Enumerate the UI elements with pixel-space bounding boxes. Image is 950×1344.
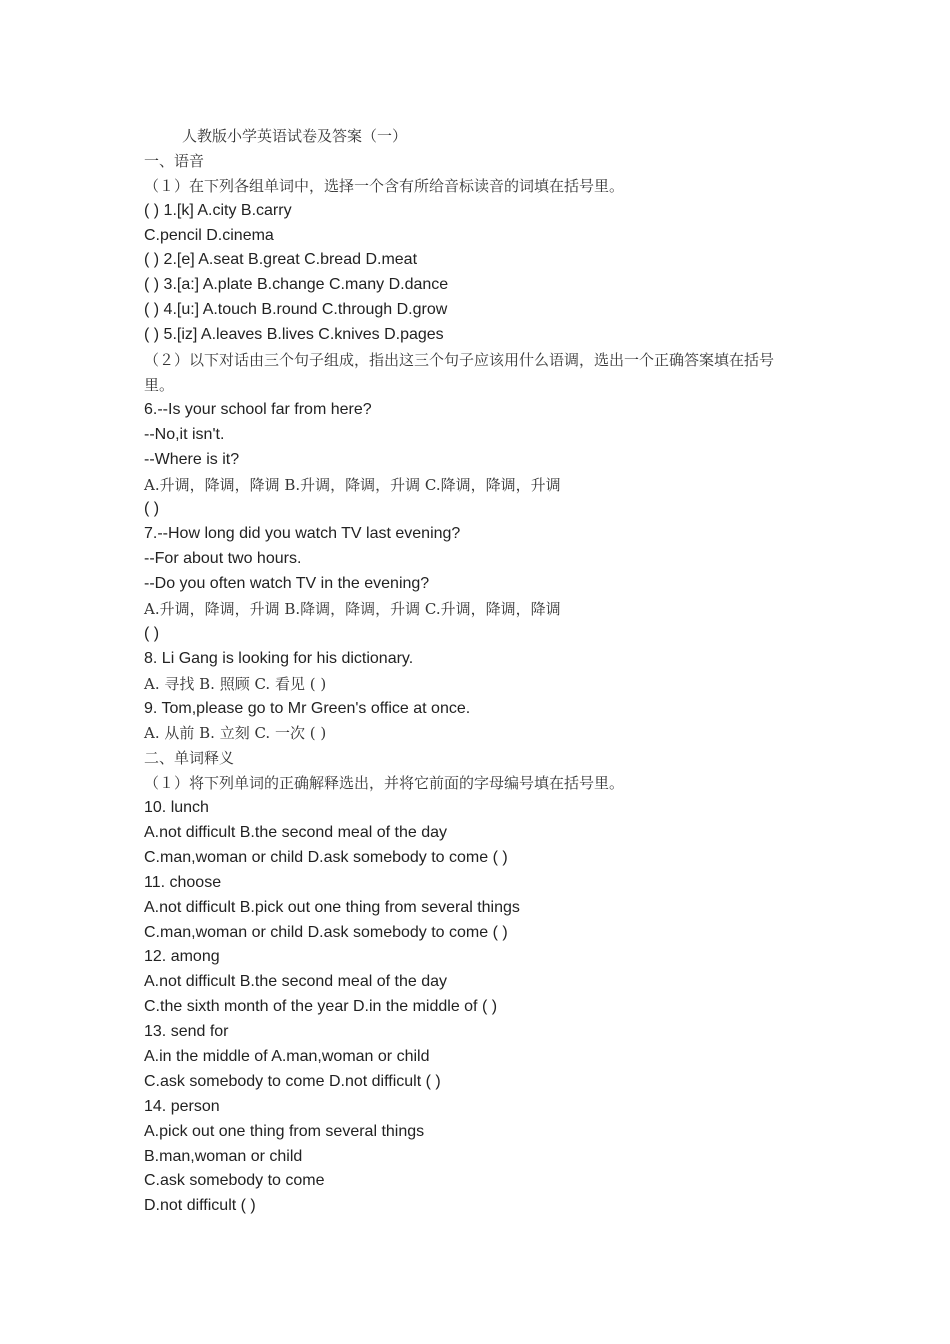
- question-12-options-b: C.the sixth month of the year D.in the middle of ( ): [144, 998, 498, 1016]
- question-14: 14. person: [144, 1097, 220, 1115]
- question-7-line-1: 7.--How long did you watch TV last evening?: [144, 525, 461, 543]
- instruction-part1: （１）在下列各组单词中，选择一个含有所给音标读音的词填在括号里。: [144, 176, 625, 195]
- question-9-options: A. 从前 B. 立刻 C. 一次 ( ): [144, 724, 327, 743]
- question-13-options-b: C.ask somebody to come D.not difficult ( ): [144, 1072, 441, 1090]
- question-13-options-a: A.in the middle of A.man,woman or child: [144, 1047, 430, 1065]
- question-14-option-a: A.pick out one thing from several things: [144, 1122, 425, 1140]
- question-6-line-1: 6.--Is your school far from here?: [144, 400, 372, 418]
- question-13: 13. send for: [144, 1023, 229, 1041]
- question-2: ( ) 2.[e] A.seat B.great C.bread D.meat: [144, 251, 418, 269]
- question-11: 11. choose: [144, 873, 222, 891]
- question-7-line-2: --For about two hours.: [144, 550, 302, 568]
- document-body: [144, 124, 824, 1219]
- question-5: ( ) 5.[iz] A.leaves B.lives C.knives D.pages: [144, 326, 444, 344]
- question-14-option-b: B.man,woman or child: [144, 1147, 303, 1165]
- question-10-options-a: A.not difficult B.the second meal of the day: [144, 823, 447, 841]
- question-4: ( ) 4.[u:] A.touch B.round C.through D.grow: [144, 301, 448, 319]
- question-14-option-c: C.ask somebody to come: [144, 1172, 325, 1190]
- question-10-options-b: C.man,woman or child D.ask somebody to come ( ): [144, 848, 508, 866]
- instruction-definitions: （１）将下列单词的正确解释选出，并将它前面的字母编号填在括号里。: [144, 774, 625, 793]
- question-1-options: C.pencil D.cinema: [144, 226, 274, 244]
- question-6-line-3: --Where is it?: [144, 450, 240, 468]
- section-heading-phonetics: 一、语音: [144, 151, 205, 170]
- question-8-options: A. 寻找 B. 照顾 C. 看见 ( ): [144, 674, 327, 693]
- question-12-options-a: A.not difficult B.the second meal of the day: [144, 973, 447, 991]
- question-7-answer-blank: ( ): [144, 624, 160, 642]
- question-7-options: A.升调，降调，升调 B.降调，降调，升调 C.升调，降调，降调: [144, 599, 561, 618]
- question-12: 12. among: [144, 948, 220, 966]
- question-6-line-2: --No,it isn't.: [144, 425, 225, 443]
- question-1: ( ) 1.[k] A.city B.carry: [144, 201, 292, 219]
- question-11-options-a: A.not difficult B.pick out one thing from several things: [144, 898, 520, 916]
- question-3: ( ) 3.[a:] A.plate B.change C.many D.dance: [144, 276, 449, 294]
- question-8: 8. Li Gang is looking for his dictionary.: [144, 649, 414, 667]
- question-6-answer-blank: ( ): [144, 500, 160, 518]
- question-11-options-b: C.man,woman or child D.ask somebody to come ( ): [144, 923, 508, 941]
- section-heading-definitions: 二、单词释义: [144, 749, 235, 768]
- instruction-part2: （２）以下对话由三个句子组成，指出这三个句子应该用什么语调，选出一个正确答案填在括号里。: [144, 351, 775, 394]
- question-7-line-3: --Do you often watch TV in the evening?: [144, 575, 430, 593]
- question-14-option-d: D.not difficult ( ): [144, 1197, 256, 1215]
- page-title: 人教版小学英语试卷及答案（一）: [182, 127, 408, 145]
- question-10: 10. lunch: [144, 799, 209, 817]
- question-6-options: A.升调，降调，降调 B.升调，降调，升调 C.降调，降调，升调: [144, 475, 561, 494]
- question-9: 9. Tom,please go to Mr Green's office at once.: [144, 699, 471, 717]
